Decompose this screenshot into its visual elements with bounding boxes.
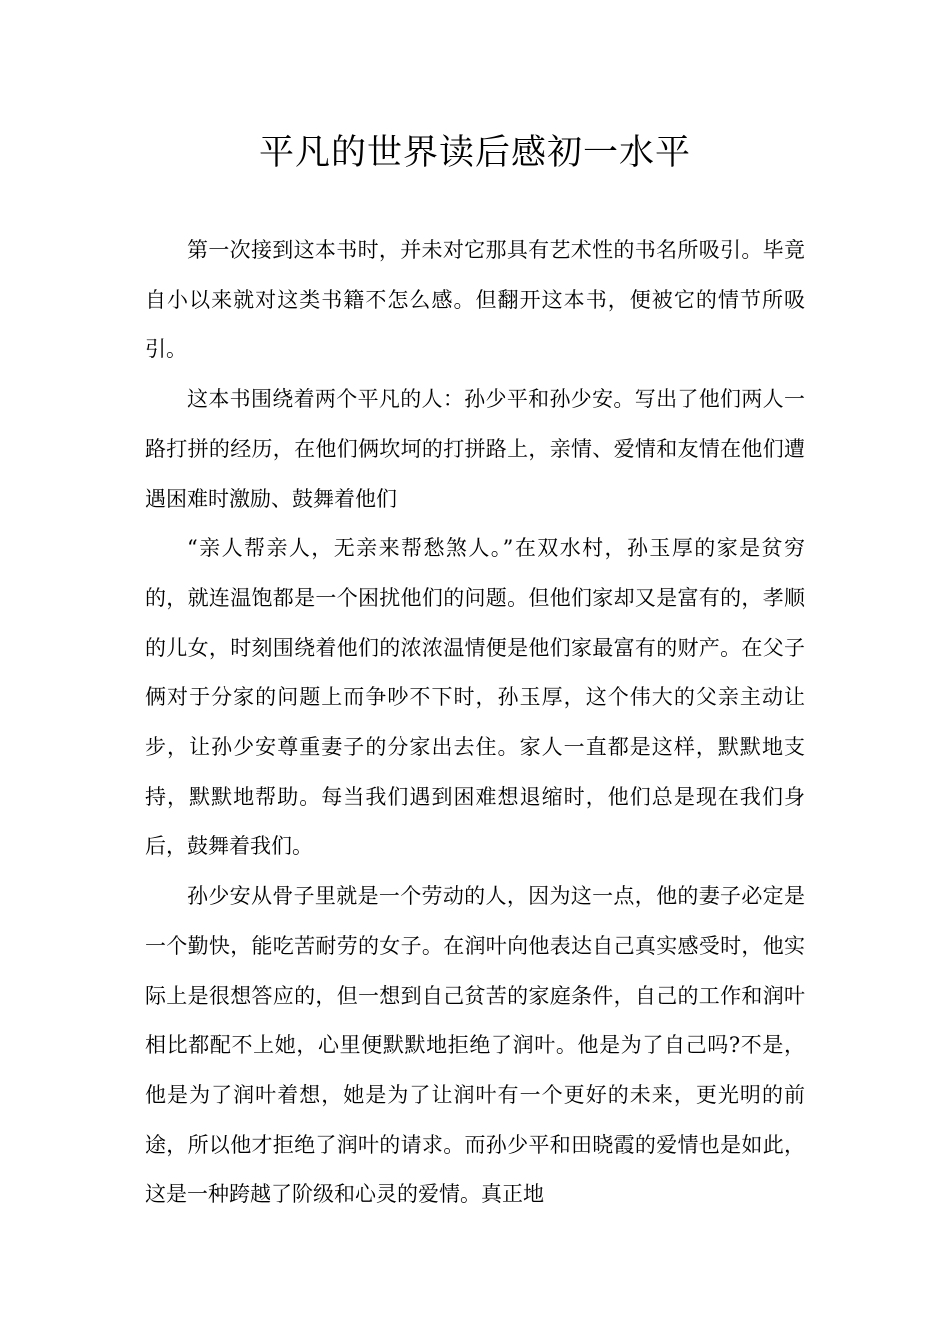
paragraph-4: 孙少安从骨子里就是一个劳动的人，因为这一点，他的妻子必定是一个勤快，能吃苦耐劳的女子。在润叶向他表达自己真实感受时，他实际上是很想答应的，但一想到自己贫苦的家庭条件，自己的工作和润叶相比都配不上她，心里便默默地拒绝了润叶。他是为了自己吗?不是，他是为了润叶着想，她是为了让润叶有一个更好的未来，更光明的前途，所以他才拒绝了润叶的请求。而孙少平和田晓霞的爱情也是如此，这是一种跨越了阶级和心灵的爱情。真正地	[145, 884, 805, 1207]
document-title: 平凡的世界读后感初一水平	[258, 133, 691, 173]
paragraph-1: 第一次接到这本书时，并未对它那具有艺术性的书名所吸引。毕竟自小以来就对这类书籍不怎么感。但翻开这本书，便被它的情节所吸引。	[145, 238, 805, 362]
document-body	[145, 226, 805, 1220]
paragraph-2: 这本书围绕着两个平凡的人：孙少平和孙少安。写出了他们两人一路打拼的经历，在他们俩坎坷的打拼路上，亲情、爱情和友情在他们遭遇困难时激励、鼓舞着他们	[145, 387, 805, 511]
paragraph-3: “亲人帮亲人，无亲来帮愁煞人。”在双水村，孙玉厚的家是贫穷的，就连温饱都是一个困扰他们的问题。但他们家却又是富有的，孝顺的儿女，时刻围绕着他们的浓浓温情便是他们家最富有的财产。在父子俩对于分家的问题上而争吵不下时，孙玉厚，这个伟大的父亲主动让步，让孙少安尊重妻子的分家出去住。家人一直都是这样，默默地支持，默默地帮助。每当我们遇到困难想退缩时，他们总是现在我们身后，鼓舞着我们。	[145, 536, 805, 859]
